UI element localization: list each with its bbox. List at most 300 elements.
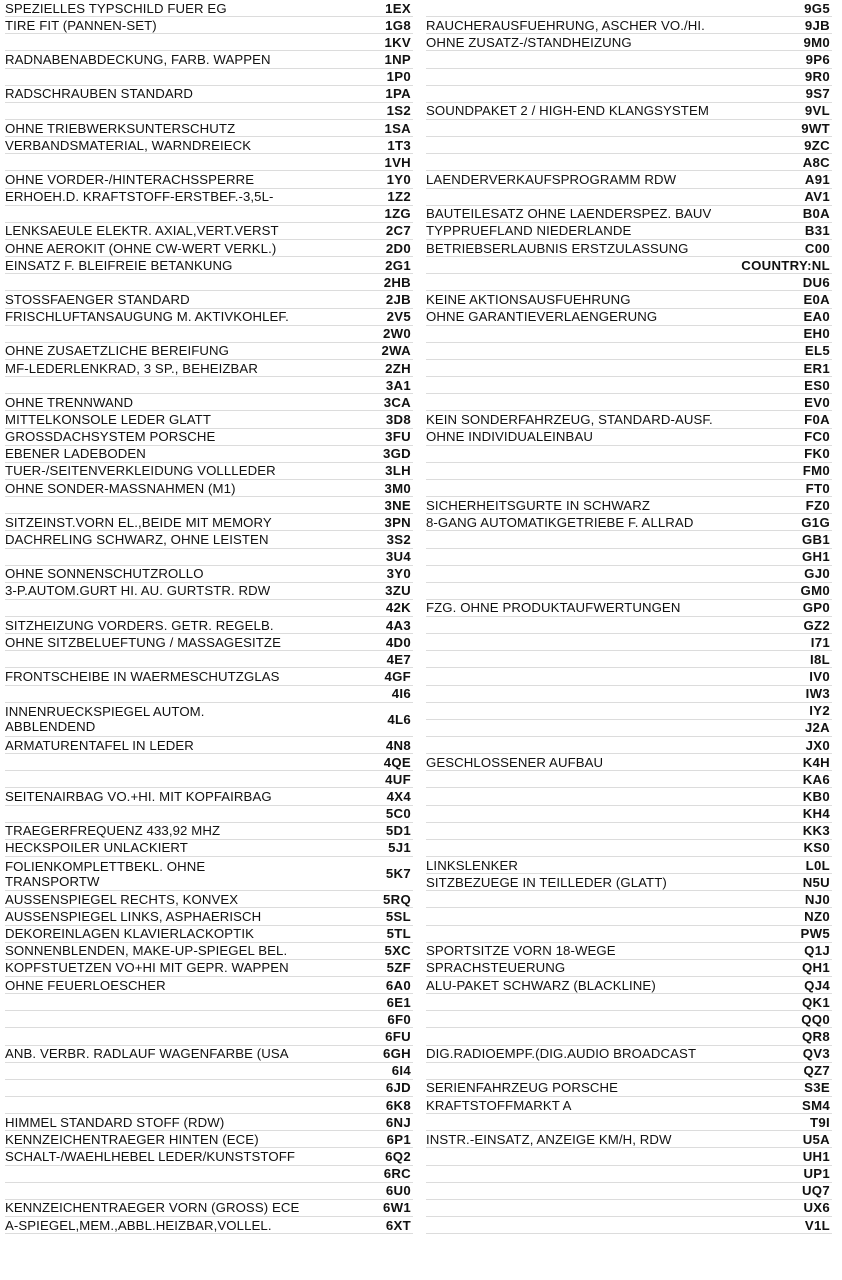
option-row: [5, 497, 413, 514]
option-row: [426, 1063, 832, 1080]
option-code: 1ZG: [384, 206, 411, 222]
option-code: 1G8: [385, 17, 411, 33]
option-row: [426, 926, 832, 943]
option-code: UH1: [802, 1148, 830, 1164]
option-description: DACHRELING SCHWARZ, OHNE LEISTEN: [5, 531, 269, 547]
option-code: 4D0: [385, 634, 411, 650]
option-row: [5, 840, 413, 857]
option-row: [5, 1011, 413, 1028]
option-description: HIMMEL STANDARD STOFF (RDW): [5, 1114, 225, 1130]
option-row: [5, 429, 413, 446]
option-description: RADSCHRAUBEN STANDARD: [5, 86, 193, 102]
option-row: [5, 120, 413, 137]
option-row: [426, 377, 832, 394]
option-row: [426, 531, 832, 548]
option-row: [5, 1148, 413, 1165]
option-code: 2W0: [382, 326, 411, 342]
option-row: [426, 617, 832, 634]
option-description: VERBANDSMATERIAL, WARNDREIECK: [5, 137, 252, 153]
option-code: U5A: [802, 1131, 830, 1147]
option-row: [426, 1028, 832, 1045]
option-code: 9M0: [803, 34, 830, 50]
option-row: [426, 497, 832, 514]
option-code: 9S7: [805, 86, 830, 102]
option-code: AV1: [804, 189, 830, 205]
option-code: GM0: [800, 583, 830, 599]
option-description: KEINE AKTIONSAUSFUEHRUNG: [426, 291, 631, 307]
option-description: DEKOREINLAGEN KLAVIERLACKOPTIK: [5, 926, 254, 942]
option-description: TUER-/SEITENVERKLEIDUNG VOLLLEDER: [5, 463, 276, 479]
option-code: DU6: [802, 274, 830, 290]
option-row: [5, 1097, 413, 1114]
option-description: OHNE GARANTIEVERLAENGERUNG: [426, 309, 658, 325]
option-code: 2JB: [385, 291, 411, 307]
option-description: FRISCHLUFTANSAUGUNG M. AKTIVKOHLEF.: [5, 309, 289, 325]
option-code: QR8: [801, 1029, 830, 1044]
option-row: [426, 840, 832, 857]
option-row: [426, 1114, 832, 1131]
option-row: [426, 480, 832, 497]
option-description: GROSSDACHSYSTEM PORSCHE: [5, 429, 216, 445]
option-row: [5, 1046, 413, 1063]
option-code: 3FU: [385, 429, 411, 445]
option-description: OHNE FEUERLOESCHER: [5, 977, 166, 993]
option-code: 2G1: [385, 257, 411, 273]
option-code: 6NJ: [385, 1114, 411, 1130]
option-code: 6JD: [385, 1080, 411, 1096]
option-code: FC0: [804, 429, 830, 445]
option-code: GZ2: [803, 617, 830, 633]
option-code: 9G5: [804, 0, 830, 16]
option-row: [426, 1046, 832, 1063]
option-code: 9VL: [804, 103, 830, 119]
option-code: QH1: [801, 960, 830, 976]
option-row: [426, 206, 832, 223]
option-code: GP0: [802, 600, 830, 616]
option-row: [426, 600, 832, 617]
option-code: B0A: [802, 206, 830, 222]
option-code: 9R0: [804, 69, 830, 85]
option-code: 6W1: [382, 1200, 411, 1216]
option-code: 1KV: [384, 34, 411, 50]
option-code: ER1: [803, 360, 830, 376]
option-code: 3U4: [385, 549, 411, 565]
option-row: [5, 788, 413, 805]
option-row: [5, 583, 413, 600]
option-code: N5U: [802, 874, 830, 890]
option-row: [426, 274, 832, 291]
option-code: IY2: [809, 703, 830, 719]
option-row: [5, 1131, 413, 1148]
option-row: [5, 686, 413, 703]
option-description: RADNABENABDECKUNG, FARB. WAPPEN: [5, 51, 271, 67]
option-code: GJ0: [804, 566, 830, 582]
option-row: [426, 446, 832, 463]
option-row: [426, 823, 832, 840]
option-code: QQ0: [801, 1011, 830, 1027]
option-description: SOUNDPAKET 2 / HIGH-END KLANGSYSTEM: [426, 103, 709, 119]
option-code: 6RC: [383, 1166, 411, 1182]
option-code: 6E1: [386, 994, 411, 1010]
option-row: [5, 806, 413, 823]
option-code: 2HB: [383, 274, 411, 290]
option-code: 2WA: [381, 343, 411, 359]
option-code: Q1J: [804, 943, 830, 959]
option-code: 2C7: [385, 223, 411, 239]
option-code: NJ0: [804, 891, 830, 907]
option-row: [426, 343, 832, 360]
option-row: [5, 600, 413, 617]
option-row: [426, 120, 832, 137]
option-code: FM0: [802, 463, 830, 479]
option-code: 1NP: [384, 51, 411, 67]
option-code: 3GD: [382, 446, 411, 462]
option-description: ANB. VERBR. RADLAUF WAGENFARBE (USA: [5, 1046, 289, 1062]
option-code: 1Z2: [387, 189, 411, 205]
option-row: [426, 874, 832, 891]
option-code: 6P1: [386, 1131, 411, 1147]
option-row: [426, 69, 832, 86]
options-list-left: [5, 0, 413, 1234]
option-row: [426, 411, 832, 428]
option-row: [5, 103, 413, 120]
option-row: [426, 1131, 832, 1148]
option-row: [5, 291, 413, 308]
option-row: [426, 360, 832, 377]
option-description: AUSSENSPIEGEL LINKS, ASPHAERISCH: [5, 909, 262, 925]
option-description: DIG.RADIOEMPF.(DIG.AUDIO BROADCAST: [426, 1046, 697, 1062]
option-code: 5C0: [385, 806, 411, 822]
option-code: 9JB: [804, 17, 830, 33]
option-row: [426, 703, 832, 720]
option-code: 9ZC: [804, 137, 830, 153]
option-row: [426, 1166, 832, 1183]
option-code: KS0: [803, 840, 830, 856]
option-description: OHNE ZUSAETZLICHE BEREIFUNG: [5, 343, 229, 359]
option-row: [426, 257, 832, 274]
option-description: OHNE VORDER-/HINTERACHSSPERRE: [5, 171, 255, 187]
option-code: S3E: [804, 1080, 830, 1096]
option-row: [426, 86, 832, 103]
option-description: OHNE SONNENSCHUTZROLLO: [5, 566, 204, 582]
option-code: E0A: [803, 291, 830, 307]
option-code: 6XT: [385, 1217, 411, 1233]
option-code: V1L: [804, 1217, 830, 1233]
option-row: [426, 960, 832, 977]
option-code: 6U0: [385, 1183, 411, 1199]
option-row: [5, 223, 413, 240]
option-code: GB1: [801, 531, 830, 547]
option-code: 4A3: [385, 617, 411, 633]
option-code: COUNTRY:NL: [741, 257, 830, 273]
option-row: [426, 17, 832, 34]
option-code: 1SA: [384, 120, 411, 136]
option-row: [5, 566, 413, 583]
option-code: A91: [804, 171, 830, 187]
option-row: [5, 549, 413, 566]
option-row: [426, 634, 832, 651]
option-row: [5, 1114, 413, 1131]
option-description: LENKSAEULE ELEKTR. AXIAL,VERT.VERST: [5, 223, 279, 239]
option-description: KENNZEICHENTRAEGER HINTEN (ECE): [5, 1131, 259, 1147]
option-row: [5, 86, 413, 103]
option-code: 5J1: [388, 840, 411, 856]
option-row: [426, 309, 832, 326]
option-code: ES0: [804, 377, 830, 393]
option-row: [426, 857, 832, 874]
option-code: KK3: [802, 823, 830, 839]
option-row: [5, 943, 413, 960]
option-row: [426, 171, 832, 188]
option-row: [426, 806, 832, 823]
option-code: K4H: [802, 754, 830, 770]
option-row: [5, 34, 413, 51]
option-row: [426, 223, 832, 240]
option-row: [5, 326, 413, 343]
option-description: INSTR.-EINSATZ, ANZEIGE KM/H, RDW: [426, 1131, 672, 1147]
option-description: TYPPRUEFLAND NIEDERLANDE: [426, 223, 632, 239]
option-description: OHNE SITZBELUEFTUNG / MASSAGESITZE: [5, 634, 281, 650]
option-code: 5XC: [384, 943, 411, 959]
option-row: [426, 34, 832, 51]
option-description: EBENER LADEBODEN: [5, 446, 146, 462]
option-row: [5, 17, 413, 34]
option-row: [5, 240, 413, 257]
option-description: A-SPIEGEL,MEM.,ABBL.HEIZBAR,VOLLEL.: [5, 1217, 272, 1233]
option-row: [426, 137, 832, 154]
option-code: 1Y0: [386, 171, 411, 187]
option-row: [5, 857, 413, 891]
option-row: [5, 274, 413, 291]
option-description: LINKSLENKER: [426, 857, 518, 873]
option-code: 5K7: [385, 866, 411, 882]
option-code: QZ7: [803, 1063, 830, 1079]
option-code: 6A0: [385, 977, 411, 993]
option-code: KB0: [802, 789, 830, 805]
option-row: [5, 463, 413, 480]
option-description: MF-LEDERLENKRAD, 3 SP., BEHEIZBAR: [5, 360, 258, 376]
option-row: [5, 189, 413, 206]
option-row: [426, 566, 832, 583]
option-code: 4QE: [383, 754, 411, 770]
option-code: 1PA: [385, 86, 411, 102]
option-description: SITZBEZUEGE IN TEILLEDER (GLATT): [426, 874, 667, 890]
option-row: [5, 1080, 413, 1097]
option-code: 3LH: [385, 463, 411, 479]
option-description: OHNE ZUSATZ-/STANDHEIZUNG: [426, 34, 632, 50]
option-row: [5, 154, 413, 171]
option-row: [5, 977, 413, 994]
option-code: 3NE: [384, 497, 411, 513]
option-description: MITTELKONSOLE LEDER GLATT: [5, 411, 211, 427]
option-description: INNENRUECKSPIEGEL AUTOM. ABBLENDEND: [5, 704, 205, 735]
option-code: FZ0: [805, 497, 830, 513]
option-row: [5, 480, 413, 497]
option-row: [426, 514, 832, 531]
option-row: [426, 788, 832, 805]
option-row: [426, 394, 832, 411]
option-code: 2D0: [385, 240, 411, 256]
option-row: [426, 429, 832, 446]
option-row: [426, 1097, 832, 1114]
option-code: SM4: [801, 1097, 830, 1113]
option-code: EA0: [803, 309, 830, 325]
option-row: [5, 908, 413, 925]
option-code: 1T3: [387, 137, 411, 153]
option-code: 4E7: [386, 651, 411, 667]
option-code: 4X4: [386, 789, 411, 805]
option-code: 5D1: [385, 823, 411, 839]
option-code: 3Y0: [386, 566, 411, 582]
option-code: 3CA: [383, 394, 411, 410]
option-code: 9P6: [805, 51, 830, 67]
option-code: 5RQ: [382, 891, 411, 907]
option-code: FK0: [804, 446, 830, 462]
option-code: UQ7: [801, 1183, 830, 1199]
option-description: SONNENBLENDEN, MAKE-UP-SPIEGEL BEL.: [5, 943, 288, 959]
option-description: 8-GANG AUTOMATIKGETRIEBE F. ALLRAD: [426, 514, 694, 530]
option-row: [426, 583, 832, 600]
option-row: [426, 651, 832, 668]
option-description: AUSSENSPIEGEL RECHTS, KONVEX: [5, 891, 239, 907]
option-code: GH1: [801, 549, 830, 565]
option-code: 1EX: [385, 0, 411, 16]
option-description: KRAFTSTOFFMARKT A: [426, 1097, 572, 1113]
option-row: [426, 668, 832, 685]
option-row: [5, 0, 413, 17]
option-row: [426, 994, 832, 1011]
option-description: OHNE AEROKIT (OHNE CW-WERT VERKL.): [5, 240, 277, 256]
option-row: [5, 206, 413, 223]
option-row: [426, 1183, 832, 1200]
option-row: [5, 137, 413, 154]
option-description: HECKSPOILER UNLACKIERT: [5, 840, 188, 856]
option-code: EV0: [804, 394, 830, 410]
option-row: [5, 171, 413, 188]
option-description: SPORTSITZE VORN 18-WEGE: [426, 943, 616, 959]
option-code: NZ0: [804, 909, 830, 925]
option-row: [426, 1200, 832, 1217]
option-code: KA6: [802, 771, 830, 787]
option-row: [5, 360, 413, 377]
option-row: [426, 240, 832, 257]
option-row: [5, 994, 413, 1011]
option-code: 9WT: [801, 120, 830, 136]
option-row: [5, 651, 413, 668]
option-description: BAUTEILESATZ OHNE LAENDERSPEZ. BAUV: [426, 206, 712, 222]
option-row: [426, 908, 832, 925]
option-code: 6I4: [391, 1063, 411, 1079]
option-description: ERHOEH.D. KRAFTSTOFF-ERSTBEF.-3,5L-: [5, 189, 274, 205]
option-description: SITZHEIZUNG VORDERS. GETR. REGELB.: [5, 617, 274, 633]
option-code: 42K: [385, 600, 411, 616]
option-code: I71: [810, 634, 830, 650]
option-code: 2V5: [386, 309, 411, 325]
option-row: [5, 737, 413, 754]
option-code: I8L: [810, 651, 830, 667]
option-description: 3-P.AUTOM.GURT HI. AU. GURTSTR. RDW: [5, 583, 271, 599]
option-code: 6GH: [382, 1046, 411, 1062]
option-row: [5, 617, 413, 634]
option-row: [426, 720, 832, 737]
option-description: ALU-PAKET SCHWARZ (BLACKLINE): [426, 977, 656, 993]
option-code: 4I6: [391, 686, 411, 702]
option-code: QJ4: [804, 977, 830, 993]
option-row: [426, 189, 832, 206]
option-row: [5, 634, 413, 651]
option-code: 6FU: [385, 1029, 411, 1045]
option-row: [5, 309, 413, 326]
option-code: UX6: [803, 1200, 830, 1216]
option-code: 3D8: [385, 411, 411, 427]
option-code: PW5: [800, 926, 830, 942]
option-description: OHNE SONDER-MASSNAHMEN (M1): [5, 480, 236, 496]
option-row: [426, 754, 832, 771]
option-code: 1S2: [386, 103, 411, 119]
option-description: EINSATZ F. BLEIFREIE BETANKUNG: [5, 257, 233, 273]
option-description: RAUCHERAUSFUEHRUNG, ASCHER VO./HI.: [426, 17, 705, 33]
option-row: [5, 257, 413, 274]
option-row: [426, 737, 832, 754]
option-code: B31: [804, 223, 830, 239]
option-row: [5, 446, 413, 463]
option-row: [5, 754, 413, 771]
option-code: 1P0: [386, 69, 411, 85]
option-description: GESCHLOSSENER AUFBAU: [426, 754, 604, 770]
option-description: OHNE INDIVIDUALEINBAU: [426, 429, 593, 445]
option-description: FOLIENKOMPLETTBEKL. OHNE TRANSPORTW: [5, 858, 206, 889]
option-description: OHNE TRIEBWERKSUNTERSCHUTZ: [5, 120, 236, 136]
option-row: [426, 686, 832, 703]
option-description: KEIN SONDERFAHRZEUG, STANDARD-AUSF.: [426, 411, 713, 427]
option-description: FZG. OHNE PRODUKTAUFWERTUNGEN: [426, 600, 681, 616]
option-code: 3A1: [385, 377, 411, 393]
option-description: TRAEGERFREQUENZ 433,92 MHZ: [5, 823, 221, 839]
option-code: 3M0: [384, 480, 411, 496]
option-code: F0A: [804, 411, 830, 427]
option-description: SPEZIELLES TYPSCHILD FUER EG: [5, 0, 227, 16]
option-description: TIRE FIT (PANNEN-SET): [5, 17, 157, 33]
option-code: 4GF: [384, 669, 411, 685]
option-row: [426, 891, 832, 908]
option-row: [5, 531, 413, 548]
option-code: QK1: [801, 994, 830, 1010]
option-code: IV0: [809, 669, 830, 685]
option-code: 4L6: [387, 711, 411, 727]
option-description: OHNE TRENNWAND: [5, 394, 134, 410]
option-description: SPRACHSTEUERUNG: [426, 960, 566, 976]
option-code: C00: [804, 240, 830, 256]
option-code: 6F0: [387, 1011, 411, 1027]
option-row: [426, 0, 832, 17]
option-code: EH0: [803, 326, 830, 342]
option-row: [5, 1028, 413, 1045]
option-code: 1VH: [384, 154, 411, 170]
option-row: [426, 1148, 832, 1165]
option-description: BETRIEBSERLAUBNIS ERSTZULASSUNG: [426, 240, 689, 256]
option-row: [5, 51, 413, 68]
option-description: SICHERHEITSGURTE IN SCHWARZ: [426, 497, 650, 513]
option-code: 6Q2: [385, 1149, 411, 1165]
option-code: T9I: [810, 1114, 830, 1130]
option-code: FT0: [805, 480, 830, 496]
option-code: L0L: [805, 857, 830, 873]
option-description: SITZEINST.VORN EL.,BEIDE MIT MEMORY: [5, 514, 272, 530]
option-row: [426, 291, 832, 308]
option-description: FRONTSCHEIBE IN WAERMESCHUTZGLAS: [5, 669, 280, 685]
option-row: [426, 1217, 832, 1234]
option-code: KH4: [802, 806, 830, 822]
